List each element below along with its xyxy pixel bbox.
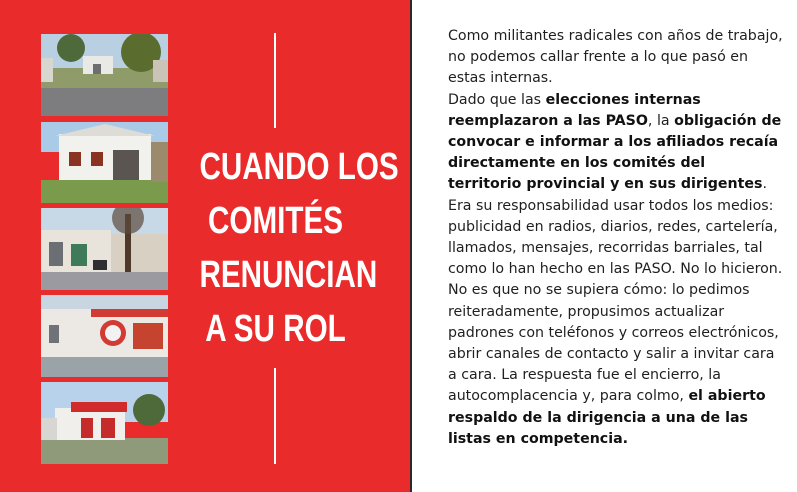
bold-run: el abierto respaldo de la dirigencia a una de las listas en competencia. [448,388,766,447]
headline-line: COMITÉS [207,200,344,242]
headline-line: A SU ROL [205,308,346,350]
red-white-corner-house-photo [41,382,168,464]
text-run: , la [647,112,675,129]
decorative-line-top [274,33,276,128]
paragraph-body [448,90,783,450]
text-run: Dado que las [448,91,546,108]
white-committee-building-photo [41,122,168,203]
text-run: . Era su responsabilidad usar todos los medios: publicidad en radios, diarios, redes, cartelería, llamados, mensajes, recorridas barriales, tal como lo han hecho en las PASO. No lo hicieron. No es que no se supiera cómo: lo pedimos reiteradamente, propusimos actualizar padrones con teléfonos y correos electrónicos, abrir canales de contacto y salir a invitar cara a cara. La respuesta fue el encierro, la autocomplacencia y, para colmo, [448,176,783,405]
decorative-line-bottom [274,368,276,464]
bold-run: elecciones internas reemplazaron a las PASO [448,91,701,129]
headline-line: RENUNCIAN [199,254,378,296]
statement-text [448,26,783,450]
panel-divider [410,0,412,492]
street-scene-white-house-photo [41,34,168,116]
corner-building-with-tree-photo [41,208,168,290]
bold-run: obligación de convocar e informar a los afiliados recaía directamente en los comités del territorio provincial y en sus dirigentes [448,112,782,193]
paragraph-intro: Como militantes radicales con años de trabajo, no podemos callar frente a lo que pasó en estas internas. [448,28,783,87]
headline [199,140,399,356]
ucr-logo-wall-building-photo [41,295,168,377]
headline-line: CUANDO LOS [199,146,399,188]
